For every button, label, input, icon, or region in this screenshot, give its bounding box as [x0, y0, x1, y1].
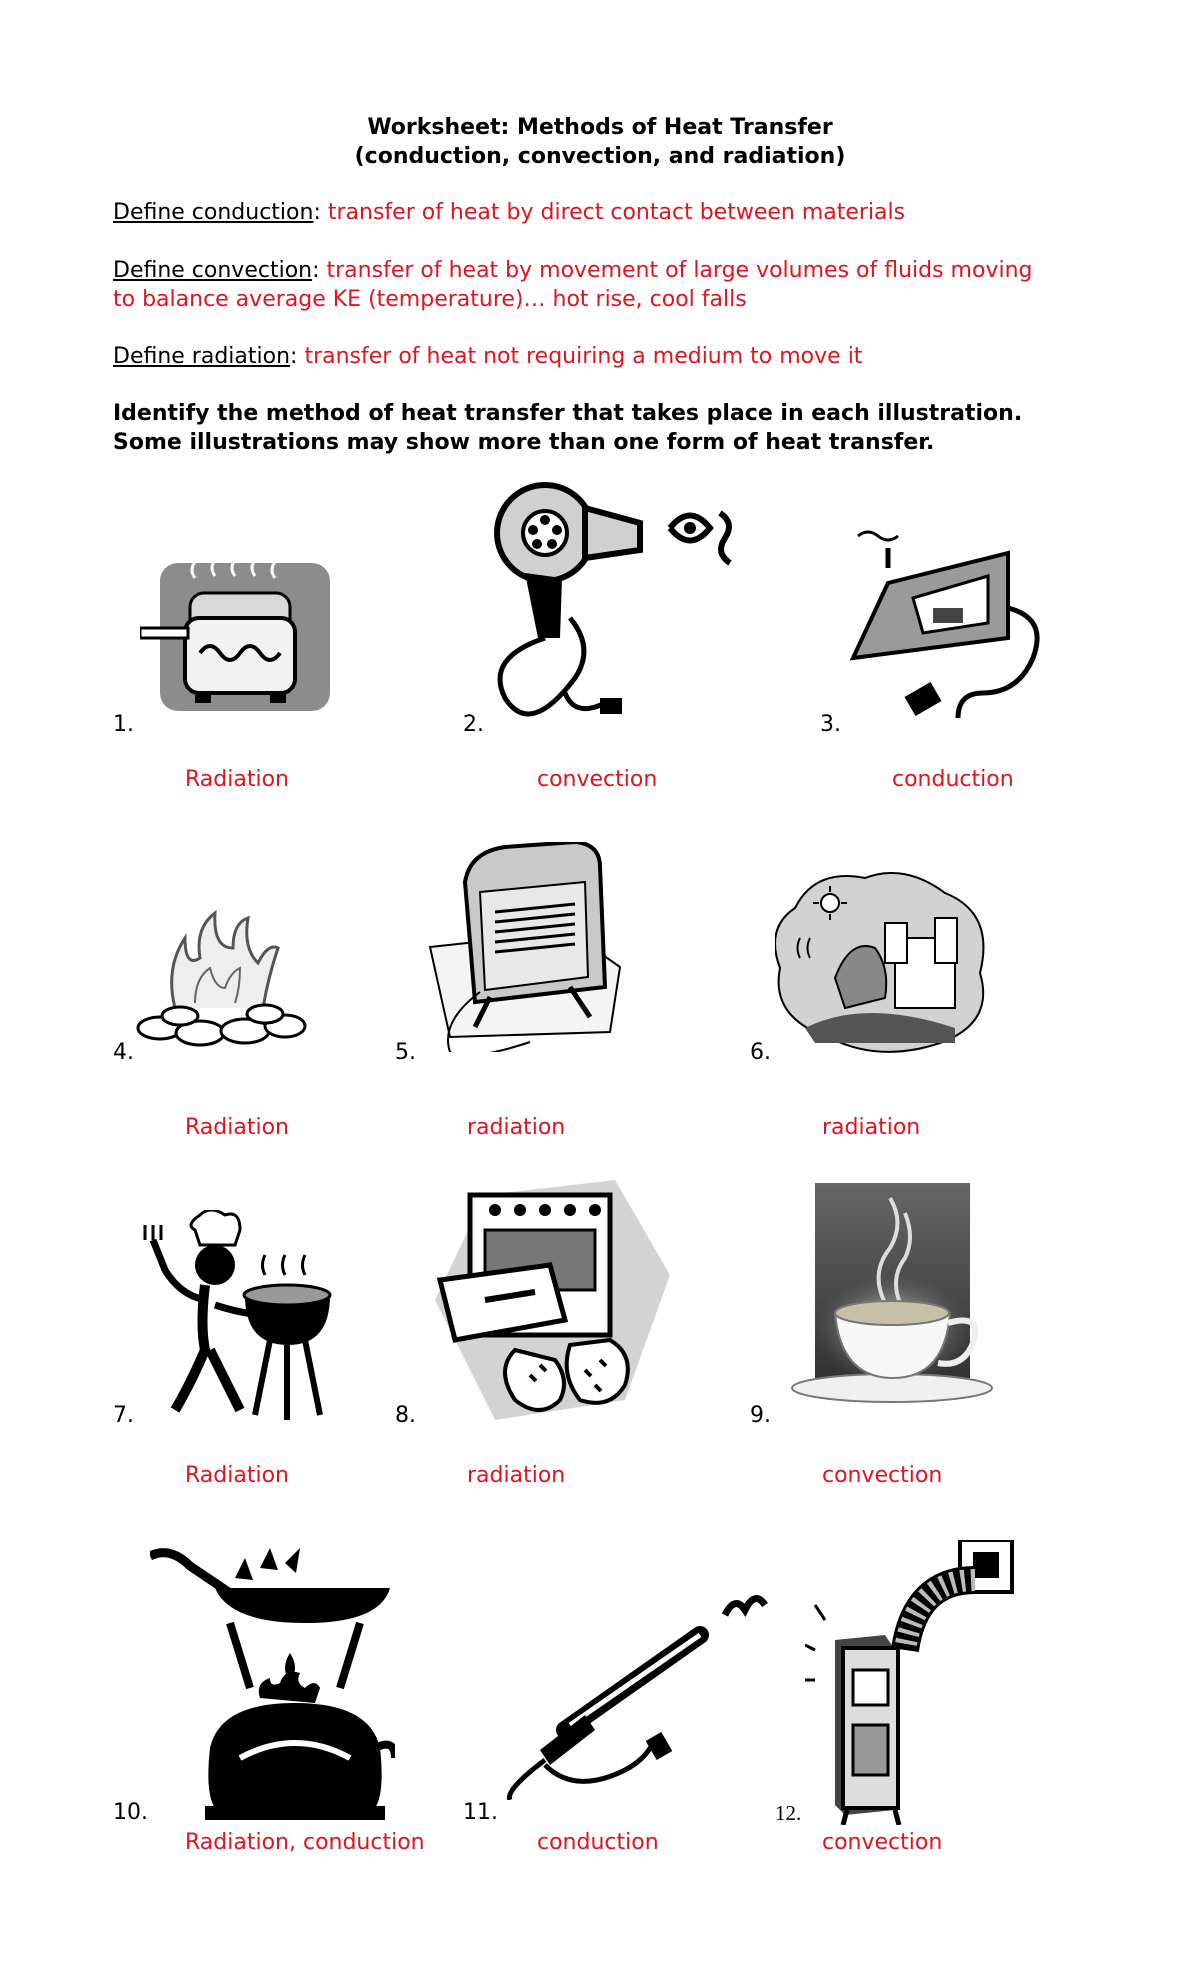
definition-answer: transfer of heat by direct contact between materials: [327, 200, 906, 225]
oven-illustration: [425, 1180, 675, 1430]
teacup-illustration: [790, 1183, 995, 1413]
item-number: 3.: [820, 712, 841, 737]
worksheet-subtitle: (conduction, convection, and radiation): [354, 144, 846, 169]
item-answer: convection: [822, 1463, 943, 1488]
item-number: 11.: [463, 1800, 498, 1825]
definition-term: Define radiation: [113, 344, 291, 369]
item-answer: Radiation: [185, 1463, 289, 1488]
item-number: 6.: [750, 1040, 771, 1065]
chef-grilling-illustration: [135, 1210, 335, 1425]
item-answer: conduction: [892, 767, 1014, 792]
definition-term: Define conduction: [113, 200, 314, 225]
item-number: 7.: [113, 1403, 134, 1428]
wood-stove-illustration: [805, 1540, 1015, 1825]
item-answer: Radiation, conduction: [185, 1830, 425, 1855]
clothes-iron-illustration: [848, 528, 1048, 738]
hair-dryer-illustration: [490, 478, 760, 738]
item-answer: radiation: [822, 1115, 921, 1140]
toaster-illustration: [140, 548, 340, 718]
item-answer: conduction: [537, 1830, 659, 1855]
definition-conduction: Define conduction: transfer of heat by direct contact between materials: [113, 200, 906, 225]
curling-iron-illustration: [505, 1580, 770, 1800]
item-answer: radiation: [467, 1115, 566, 1140]
sandcastle-illustration: [775, 868, 990, 1053]
item-number: 8.: [395, 1403, 416, 1428]
definition-term: Define convection: [113, 258, 313, 283]
space-heater-illustration: [420, 842, 625, 1052]
item-answer: radiation: [467, 1463, 566, 1488]
campfire-illustration: [135, 908, 310, 1058]
item-number: 1.: [113, 712, 134, 737]
item-answer: Radiation: [185, 1115, 289, 1140]
definition-answer: transfer of heat not requiring a medium to move it: [304, 344, 863, 369]
item-number: 4.: [113, 1040, 134, 1065]
definition-answer: transfer of heat by movement of large volumes of fluids moving to balance average KE (temperature)… hot rise, cool falls: [113, 258, 1033, 312]
item-number: 9.: [750, 1403, 771, 1428]
item-number: 12.: [775, 1801, 802, 1825]
frying-pan-illustration: [150, 1548, 395, 1828]
item-number: 5.: [395, 1040, 416, 1065]
item-answer: convection: [537, 767, 658, 792]
item-answer: convection: [822, 1830, 943, 1855]
definition-convection: Define convection: transfer of heat by movement of large volumes of fluids moving to balance average KE (temperature)… hot rise, cool falls: [113, 258, 1033, 312]
item-number: 10.: [113, 1800, 148, 1825]
worksheet-title: Worksheet: Methods of Heat Transfer: [367, 115, 833, 140]
definition-radiation: Define radiation: transfer of heat not requiring a medium to move it: [113, 344, 863, 369]
instructions: Identify the method of heat transfer that takes place in each illustration. Some illustrations may show more than one form of heat transfer.: [113, 401, 1023, 455]
item-number: 2.: [463, 712, 484, 737]
item-answer: Radiation: [185, 767, 289, 792]
